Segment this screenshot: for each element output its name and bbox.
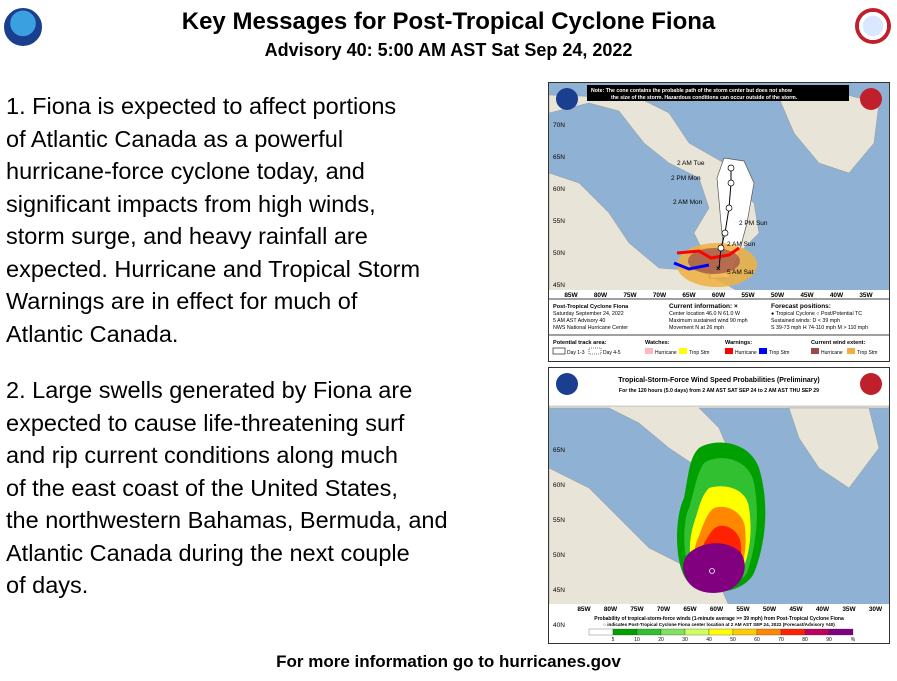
message-line: storm surge, and heavy rainfall are bbox=[6, 223, 368, 249]
lon-label: 55W bbox=[741, 292, 755, 299]
message-line: of the east coast of the United States, bbox=[6, 474, 398, 501]
cone-note-line1: Note: The cone contains the probable path of the storm center but does not show bbox=[591, 88, 792, 94]
lat-label: 65N bbox=[553, 447, 565, 454]
scale-swatch bbox=[661, 629, 685, 635]
lat-label: 40N bbox=[553, 622, 565, 629]
advisory-subtitle: Advisory 40: 5:00 AM AST Sat Sep 24, 2022 bbox=[264, 40, 633, 60]
track-label: 5 AM Sat bbox=[727, 269, 754, 276]
message-line: 1. Fiona is expected to affect portions bbox=[6, 93, 397, 119]
track-label: 2 AM Mon bbox=[673, 199, 703, 206]
current-info-line: Maximum sustained wind 90 mph bbox=[669, 318, 748, 324]
lon-label: 40W bbox=[815, 606, 830, 613]
track-label: 2 PM Mon bbox=[671, 175, 701, 182]
scale-label: 60 bbox=[754, 637, 760, 643]
message-line: Warnings are in effect for much of bbox=[6, 288, 358, 314]
message-line: of days. bbox=[6, 572, 89, 598]
forecast-info-line: Sustained winds: D < 39 mph bbox=[771, 318, 841, 324]
message-line: Atlantic Canada during the next couple bbox=[6, 539, 410, 566]
legend-hurricane-warning: Hurricane bbox=[735, 350, 757, 356]
lon-label: 80W bbox=[603, 606, 618, 613]
scale-label: 20 bbox=[658, 637, 664, 643]
lat-label: 45N bbox=[553, 587, 565, 594]
scale-swatch bbox=[589, 629, 613, 635]
lat-label: 55N bbox=[553, 517, 565, 524]
lon-label: 85W bbox=[564, 292, 578, 299]
cone-info-line: Saturday September 24, 2022 bbox=[553, 311, 624, 317]
track-label: 2 AM Tue bbox=[677, 160, 705, 167]
prob-map-subtitle: For the 120 hours (5.0 days) from 2 AM AST SAT SEP 24 to 2 AM AST THU SEP 29 bbox=[618, 388, 820, 394]
legend-hurricane-watch: Hurricane bbox=[655, 350, 677, 356]
lat-label: 45N bbox=[553, 282, 565, 289]
cone-note-line2: the size of the storm. Hazardous conditions can occur outside of the storm. bbox=[611, 95, 798, 101]
scale-label: 10 bbox=[634, 637, 640, 643]
current-info-line: Center location 46.0 N 61.0 W bbox=[669, 311, 740, 317]
message-line: of Atlantic Canada as a powerful bbox=[6, 125, 344, 152]
message-line: expected to cause life-threatening surf bbox=[6, 409, 405, 436]
wind-probability-map bbox=[548, 367, 890, 644]
current-info-title: Current information: × bbox=[669, 303, 738, 310]
lon-label: 55W bbox=[736, 606, 750, 613]
legend-track-area: Potential track area: bbox=[553, 340, 607, 346]
legend-hurricane-wind: Hurricane bbox=[821, 350, 843, 356]
cone-forecast-map bbox=[548, 82, 890, 362]
legend-day45: Day 4-5 bbox=[603, 350, 621, 356]
prob-caption-1: Probability of tropical-storm-force winds (1-minute average >= 39 mph) from Post-Tropical Cyclone Fiona bbox=[594, 616, 844, 622]
forecast-info-line: ● Tropical Cyclone ○ Post/Potential TC bbox=[771, 311, 863, 317]
svg-text:×: × bbox=[716, 264, 721, 273]
lon-label: 50W bbox=[770, 292, 785, 299]
lat-label: 60N bbox=[553, 186, 565, 193]
lon-label: 60W bbox=[711, 292, 726, 299]
lon-label: 35W bbox=[859, 292, 873, 299]
message-line: the northwestern Bahamas, Bermuda, and bbox=[6, 507, 448, 533]
scale-label: 40 bbox=[706, 637, 712, 643]
lon-label: 70W bbox=[652, 292, 667, 299]
scale-swatch bbox=[805, 629, 829, 635]
lon-label: 40W bbox=[829, 292, 844, 299]
scale-swatch bbox=[637, 629, 661, 635]
lon-label: 45W bbox=[789, 606, 803, 613]
legend-ts-watch: Trop Stm bbox=[689, 350, 710, 356]
lat-label: 70N bbox=[553, 122, 565, 129]
lon-label: 60W bbox=[709, 606, 724, 613]
forecast-info-title: Forecast positions: bbox=[771, 303, 831, 310]
page-title: Key Messages for Post-Tropical Cyclone Fiona bbox=[181, 8, 716, 35]
scale-swatch bbox=[733, 629, 757, 635]
scale-label: 70 bbox=[778, 637, 784, 643]
legend-ts-wind: Trop Stm bbox=[857, 350, 878, 356]
legend-day13: Day 1-3 bbox=[567, 350, 585, 356]
scale-swatch bbox=[829, 629, 853, 635]
message-line: significant impacts from high winds, bbox=[6, 190, 376, 217]
lon-label: 75W bbox=[630, 606, 644, 613]
lat-label: 55N bbox=[553, 218, 565, 225]
scale-label: % bbox=[850, 637, 856, 643]
cone-info-title: Post-Tropical Cyclone Fiona bbox=[553, 304, 629, 310]
cone-info-line: NWS National Hurricane Center bbox=[553, 325, 629, 331]
footer-info: For more information go to hurricanes.gov bbox=[276, 652, 621, 671]
scale-swatch bbox=[613, 629, 637, 635]
prob-map-title: Tropical-Storm-Force Wind Speed Probabilities (Preliminary) bbox=[618, 377, 820, 384]
scale-label: 5 bbox=[611, 637, 615, 643]
scale-swatch bbox=[757, 629, 781, 635]
scale-swatch bbox=[709, 629, 733, 635]
lat-label: 50N bbox=[553, 552, 565, 559]
lat-label: 50N bbox=[553, 250, 565, 257]
lat-label: 65N bbox=[553, 154, 565, 161]
lon-label: 35W bbox=[842, 606, 856, 613]
scale-swatch bbox=[685, 629, 709, 635]
message-line: and rip current conditions along much bbox=[6, 442, 398, 468]
lon-label: 70W bbox=[656, 606, 671, 613]
lon-label: 30W bbox=[868, 606, 883, 613]
legend-watches: Watches: bbox=[645, 340, 670, 346]
forecast-info-line: S 39-73 mph H 74-110 mph M > 110 mph bbox=[771, 325, 869, 331]
scale-swatch bbox=[781, 629, 805, 635]
message-line: expected. Hurricane and Tropical Storm bbox=[6, 255, 421, 282]
prob-caption-2: ○ indicates Post-Tropical Cyclone Fiona center location at 2 AM AST SEP 24, 2022 (Forecast/Advisory #40) bbox=[603, 622, 835, 627]
lon-label: 45W bbox=[800, 292, 814, 299]
key-message-1 bbox=[6, 90, 541, 350]
lon-label: 65W bbox=[683, 606, 697, 613]
lon-label: 65W bbox=[682, 292, 696, 299]
message-line: 2. Large swells generated by Fiona are bbox=[6, 377, 413, 403]
current-info-line: Movement N at 26 mph bbox=[669, 325, 725, 331]
lat-label: 60N bbox=[553, 482, 565, 489]
track-label: 2 AM Sun bbox=[727, 241, 756, 248]
cone-info-line: 5 AM AST Advisory 40 bbox=[553, 318, 606, 324]
lon-label: 85W bbox=[577, 606, 591, 613]
key-message-2 bbox=[6, 374, 541, 602]
scale-label: 90 bbox=[826, 637, 832, 643]
legend-ts-warning: Trop Stm bbox=[769, 350, 790, 356]
lon-label: 75W bbox=[623, 292, 637, 299]
message-line: Atlantic Canada. bbox=[6, 320, 179, 347]
lon-label: 50W bbox=[762, 606, 777, 613]
scale-label: 80 bbox=[802, 637, 808, 643]
message-line: hurricane-force cyclone today, and bbox=[6, 158, 365, 184]
scale-label: 30 bbox=[682, 637, 688, 643]
scale-label: 50 bbox=[730, 637, 736, 643]
legend-wind-extent: Current wind extent: bbox=[811, 340, 866, 346]
nws-logo bbox=[855, 8, 891, 44]
track-label: 2 PM Sun bbox=[739, 220, 768, 227]
lon-label: 80W bbox=[593, 292, 608, 299]
legend-warnings: Warnings: bbox=[725, 340, 753, 346]
